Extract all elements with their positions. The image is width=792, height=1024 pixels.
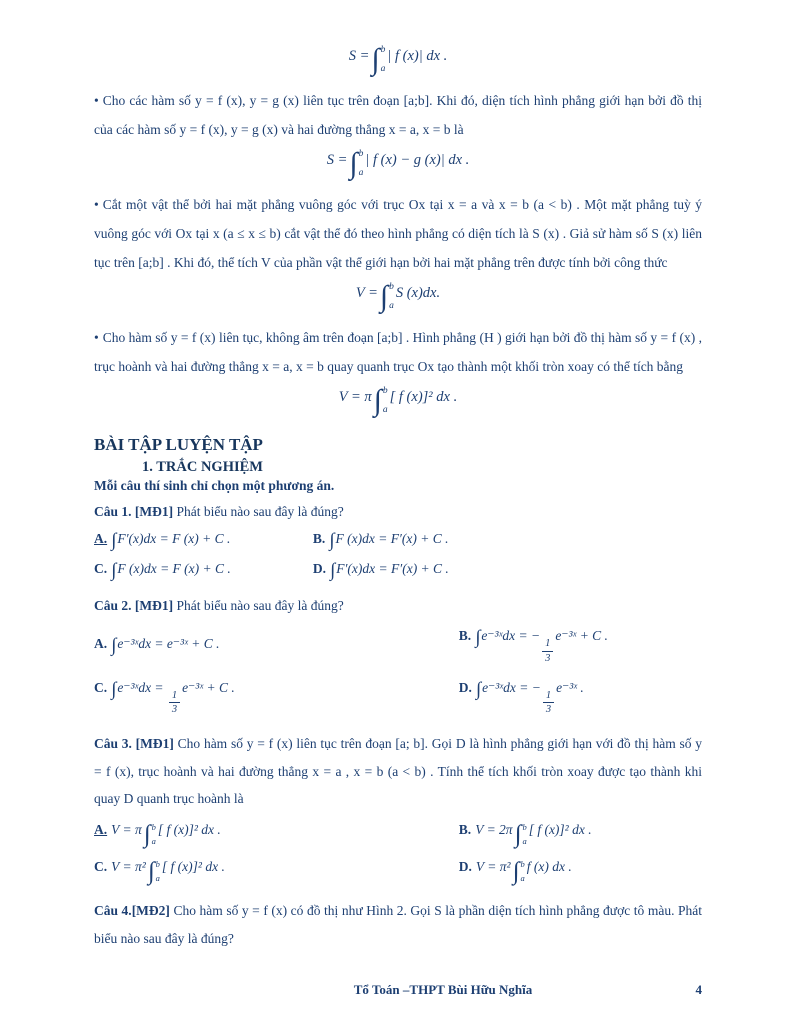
option-formula-pre: e⁻³ˣdx = [117, 679, 167, 695]
question-2-options [94, 627, 702, 716]
question-1-level: [MĐ1] [134, 504, 174, 520]
option-formula-pre: V = 2π [475, 821, 513, 837]
section-subtitle: 1. TRẮC NGHIỆM [142, 459, 263, 476]
integral-limits [381, 44, 386, 76]
formula-rhs: S (x)dx. [395, 285, 441, 302]
integral-limits [389, 281, 394, 313]
option-a [94, 635, 459, 657]
option-a [94, 530, 313, 552]
fraction-denominator: 3 [171, 703, 178, 715]
option-formula-pre: V = π [111, 821, 142, 837]
option-letter: C. [94, 858, 108, 874]
integral-icon: ∫ [475, 627, 481, 649]
option-letter: A. [94, 636, 108, 652]
integral [513, 858, 525, 885]
integral-limits [156, 858, 160, 885]
option-formula-post: [ f (x)]² dx . [157, 821, 221, 837]
integral [374, 385, 388, 417]
option-formula-post: [ f (x)]² dx . [528, 821, 592, 837]
lower-limit: a [358, 167, 364, 178]
option-b [459, 821, 702, 848]
integral [380, 281, 394, 313]
option-letter: C. [94, 560, 108, 576]
upper-limit: b [520, 858, 525, 869]
formula-lhs: V = [355, 285, 378, 302]
question-2-header [94, 592, 702, 620]
fraction-numerator: 1 [543, 689, 554, 703]
question-1-options [94, 530, 702, 582]
formula-lhs: S = [326, 152, 348, 169]
fraction [169, 689, 180, 716]
integral-limits [152, 821, 156, 848]
integral-icon: ∫ [111, 678, 117, 700]
question-3-header [94, 730, 702, 813]
integral-icon: ∫ [329, 529, 335, 551]
integral-icon: ∫ [111, 635, 117, 657]
formula-volume-revolution [94, 385, 702, 417]
bullet-icon: • [94, 197, 99, 213]
integral-icon: ∫ [514, 820, 522, 848]
question-2-label: Câu 2. [94, 597, 132, 613]
integral-icon: ∫ [373, 384, 382, 418]
integral-limits [383, 385, 388, 417]
upper-limit: b [380, 45, 386, 55]
bullet-icon: • [94, 93, 99, 108]
integral-icon: ∫ [512, 857, 520, 885]
lower-limit: a [151, 836, 156, 847]
formula-rhs: | f (x) − g (x)| dx . [365, 152, 470, 169]
upper-limit: b [389, 282, 394, 293]
option-formula-pre: V = π² [111, 858, 146, 874]
option-c [94, 858, 459, 885]
integral-limits [520, 858, 524, 885]
integral-icon: ∫ [349, 147, 358, 181]
lower-limit: a [522, 836, 527, 847]
option-formula-pre: e⁻³ˣdx = − [482, 679, 541, 695]
option-formula: F (x)dx = F′(x) + C . [335, 530, 449, 546]
fraction-numerator: 1 [542, 637, 553, 651]
upper-limit: b [151, 821, 156, 832]
question-4-level: [MĐ2] [131, 902, 170, 918]
fraction [542, 637, 553, 664]
question-2-level: [MĐ1] [134, 597, 174, 613]
upper-limit: b [522, 821, 527, 832]
option-b [459, 627, 702, 664]
instruction-text: Mỗi câu thí sinh chỉ chọn một phương án. [94, 478, 335, 494]
page-footer [94, 972, 702, 998]
integral-icon: ∫ [143, 820, 151, 848]
option-formula-post: f (x) dx . [526, 858, 572, 874]
option-letter: D. [458, 679, 472, 695]
page-number: 4 [695, 982, 702, 997]
integral [515, 821, 527, 848]
integral-icon: ∫ [475, 678, 482, 700]
fraction-numerator: 1 [169, 689, 180, 703]
question-4-label: Câu 4. [94, 902, 132, 918]
integral-icon: ∫ [371, 43, 380, 76]
bullet-paragraph-areas [94, 86, 702, 144]
option-formula: F (x)dx = F (x) + C . [117, 560, 231, 576]
option-formula-pre: e⁻³ˣdx = − [481, 628, 541, 644]
question-3-label: Câu 3. [94, 735, 132, 751]
integral [349, 148, 363, 180]
upper-limit: b [358, 149, 364, 160]
integral-icon: ∫ [379, 280, 389, 314]
option-letter: B. [458, 628, 472, 644]
upper-limit: b [382, 386, 388, 397]
lower-limit: a [520, 873, 525, 884]
integral-icon: ∫ [111, 559, 117, 581]
question-1-text: Phát biểu nào sau đây là đúng? [176, 504, 344, 520]
option-formula-post: e⁻³ˣ . [556, 679, 584, 695]
option-letter: A. [94, 821, 108, 837]
lower-limit: a [155, 873, 160, 884]
option-formula: F′(x)dx = F′(x) + C . [336, 560, 449, 576]
integral-icon: ∫ [330, 559, 336, 581]
lower-limit: a [380, 63, 386, 74]
option-c [94, 560, 313, 582]
integral-limits [522, 821, 526, 848]
integral-limits [359, 148, 364, 180]
fraction [543, 689, 554, 716]
formula-rhs: | f (x)| dx . [387, 48, 448, 64]
question-4-text: Cho hàm số y = f (x) có đồ thị như Hình 2. Gọi S là phần diện tích hình phẳng được tô màu. Phát biểu nào sau đây là đúng? [94, 902, 703, 946]
upper-limit: b [155, 858, 160, 869]
question-1-label: Câu 1. [94, 504, 132, 520]
integral [144, 821, 156, 848]
option-letter: A. [94, 530, 108, 546]
question-3-text: Cho hàm số y = f (x) liên tục trên đoạn [a; b]. Gọi D là hình phẳng giới hạn với đồ thị hàm số y = f (x), trục hoành và hai đường thẳng x = a , x = b (a < b) . Tính thể tích khối tròn xoay được tạo thành khi quay D quanh trục hoành là [94, 735, 702, 807]
question-3-level: [MĐ1] [135, 735, 174, 751]
integral [148, 858, 160, 885]
option-a [94, 821, 459, 848]
option-formula-post: e⁻³ˣ + C . [182, 679, 235, 695]
option-d [459, 858, 702, 885]
option-formula-post: [ f (x)]² dx . [161, 858, 225, 874]
integral-icon: ∫ [111, 529, 117, 551]
question-4-header [94, 897, 702, 952]
bullet-paragraph-revolution [94, 323, 702, 381]
option-formula: F′(x)dx = F (x) + C . [117, 530, 231, 546]
bullet-icon: • [94, 330, 99, 346]
question-2-text: Phát biểu nào sau đây là đúng? [176, 597, 344, 613]
fraction-denominator: 3 [545, 703, 552, 715]
fraction-denominator: 3 [545, 652, 551, 664]
option-letter: D. [312, 560, 326, 576]
option-formula-post: e⁻³ˣ + C . [555, 628, 608, 644]
option-formula: e⁻³ˣdx = e⁻³ˣ + C . [117, 636, 220, 652]
option-letter: B. [458, 821, 472, 837]
paragraph-text: Cắt một vật thể bởi hai mặt phẳng vuông góc với trục Ox tại x = a và x = b (a < b) . Một mặt phẳng tuỳ ý vuông góc với Ox tại x (a ≤ x ≤ b) cắt vật thể đó theo hình phẳng có diện tích là S (x) . Giả sử hàm số S (x) liên tục trên [a;b] . Khi đó, thể tích V của phần vật thể giới hạn bởi hai mặt phẳng trên được tính bởi công thức [94, 197, 702, 271]
option-letter: D. [458, 858, 472, 874]
paragraph-text: Cho hàm số y = f (x) liên tục, không âm trên đoạn [a;b] . Hình phẳng (H ) giới hạn bởi đồ thị hàm số y = f (x) , trục hoành và hai đường thẳng x = a, x = b quay quanh trục Ox tạo thành một khối tròn xoay có thể tích bằng [94, 330, 702, 375]
lower-limit: a [382, 404, 388, 415]
integral-icon: ∫ [147, 857, 155, 885]
formula-lhs: V = π [338, 389, 372, 406]
formula-rhs: [ f (x)]² dx . [389, 389, 458, 406]
bullet-paragraph-solid-sections [94, 190, 702, 277]
paragraph-text: Cho các hàm số y = f (x), y = g (x) liên tục trên đoạn [a;b]. Khi đó, diện tích hình phẳng giới hạn bởi đồ thị của các hàm số y = f (x), y = g (x) và hai đường thẳng x = a, x = b là [94, 93, 702, 138]
option-b [313, 530, 702, 552]
option-d [313, 560, 702, 582]
question-1-header [94, 498, 702, 526]
formula-area-absolute [94, 44, 702, 76]
section-title: BÀI TẬP LUYỆN TẬP [94, 435, 263, 455]
option-letter: B. [312, 530, 326, 546]
integral [371, 44, 385, 76]
question-3-options [94, 821, 702, 885]
footer-text: Tổ Toán –THPT Bùi Hữu Nghĩa [353, 982, 533, 997]
formula-lhs: S = [348, 48, 370, 64]
option-letter: C. [94, 679, 108, 695]
formula-volume-sections [94, 281, 702, 313]
lower-limit: a [389, 300, 394, 311]
formula-area-between-curves [94, 148, 702, 180]
option-c [94, 679, 459, 716]
option-formula-pre: V = π² [475, 858, 511, 874]
option-d [459, 679, 702, 716]
